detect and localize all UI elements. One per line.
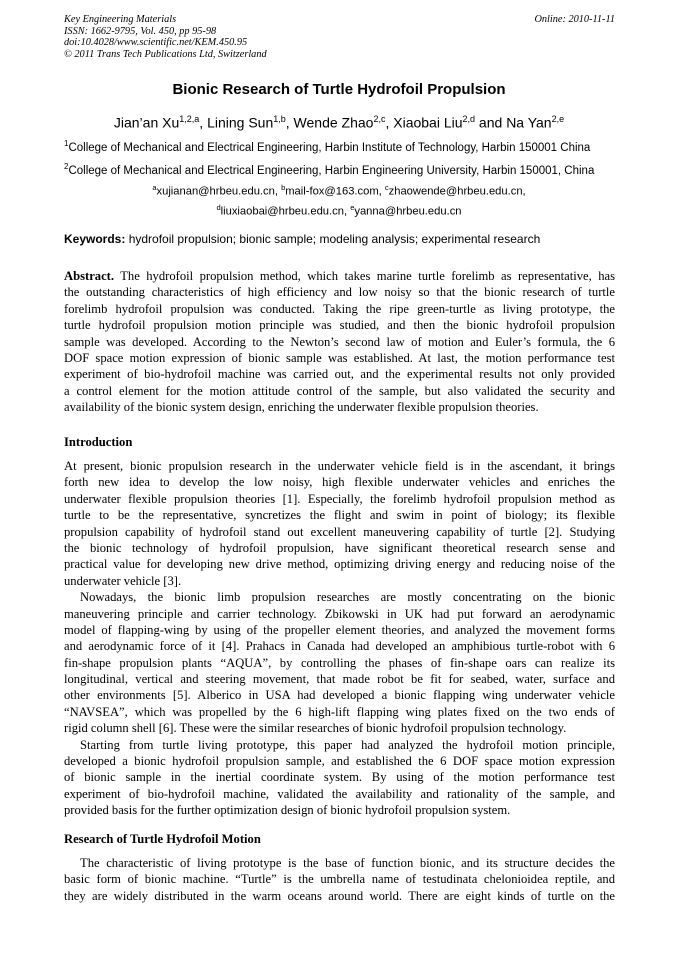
email-link-c[interactable]: zhaowende@hrbeu.edu.cn	[388, 185, 523, 198]
body-line: Starting from turtle living prototype, this paper had analyzed the hydrofoil motion principle,	[80, 737, 615, 752]
abstract-line: Abstract. The hydrofoil propulsion method, which takes marine turtle forelimb as representative, has	[64, 269, 615, 283]
abstract-line: sample was developed. According to the Newton’s second law of motion and Euler’s formula, the 6	[64, 334, 615, 349]
keywords-line	[64, 232, 624, 246]
email-line-1: $^a$xujianan@hrbeu.edu.cn, $^b$mail-fox@163.com, $^c$zhaowende@hrbeu.edu.cn,	[152, 183, 526, 198]
body-line: turtle to be the representative, syncretizes the flight and swim in point of biology; its flexible	[64, 508, 615, 523]
journal-header	[64, 14, 615, 60]
author-name: Lining Sun	[207, 114, 274, 131]
paper-title: Bionic Research of Turtle Hydrofoil Propulsion	[172, 81, 506, 98]
abstract-line: the outstanding characteristics of high efficiency and low noisy so that the bionic research of turtle	[64, 285, 615, 300]
body-line: maneuvering principle and carrier technology. Zbikowski in UK had put forward an aerodynamic	[64, 606, 615, 621]
body-line: basic form of bionic machine. “Turtle” is the umbrella name of testudinata chelonioidea reptile, and	[64, 872, 615, 887]
body-line: The characteristic of living prototype is the base of function bionic, and its structure decides the	[80, 856, 615, 870]
email-link-b[interactable]: mail-fox@163.com	[285, 185, 379, 198]
keywords-label: Keywords:	[64, 232, 126, 246]
affiliation-2	[64, 162, 624, 177]
body-line: developed a bionic hydrofoil propulsion sample, and established the 6 DOF space motion expression	[64, 754, 615, 769]
body-line: other environments [5]. Alberico in USA had developed a bionic flapping wing underwater vehicle	[64, 688, 615, 703]
body-line: and aerodynamic force of it [4]. Prahacs in Canada had developed an amphibious turtle-robot with 6	[64, 639, 615, 654]
email-block	[0, 180, 678, 219]
online-date: Online: 2010-11-11	[534, 14, 615, 25]
introduction-heading: Introduction	[64, 435, 133, 449]
affiliation-marker: 1	[64, 139, 69, 148]
affiliation-text: College of Mechanical and Electrical Engineering, Harbin Engineering University, Harbin 150001, China	[68, 164, 595, 177]
abstract-line: forelimb hydrofoil propulsion was conducted. Taking the ripe green-turtle as living prototype, the	[64, 301, 615, 316]
author-separator: ,	[285, 114, 294, 131]
affiliation-marker: 2	[64, 162, 69, 171]
abstract-line: a control element for the motion attitude control of the sample, but also validated the security and	[64, 383, 615, 398]
email-line-2: $^d$liuxiaobai@hrbeu.edu.cn, $^e$yanna@hrbeu.edu.cn	[216, 202, 462, 218]
email-link-d[interactable]: liuxiaobai@hrbeu.edu.cn	[220, 205, 344, 218]
body-line: At present, bionic propulsion research in the underwater vehicle field is in the ascendant, it brings	[64, 459, 615, 473]
research-paragraph	[64, 855, 615, 904]
abstract-line: availability of the bionic system design, enriching the underwater flexible propulsion theories.	[64, 400, 539, 415]
author-affiliation-marker: 1,2,a	[179, 114, 200, 124]
issn-line: ISSN: 1662-9795, Vol. 450, pp 95-98	[64, 25, 217, 37]
body-line: of bionic sample in the inertial coordinate system. By using of the motion performance test	[64, 770, 615, 785]
author-name: Wende Zhao	[293, 114, 374, 131]
keywords-text: hydrofoil propulsion; bionic sample; modeling analysis; experimental research	[128, 232, 541, 246]
body-line: underwater vehicle [3].	[64, 573, 182, 588]
author-name: Na Yan	[506, 114, 552, 131]
body-line: experiment of bio-hydrofoil machine, validated the availability and rationality of the sample, and	[64, 786, 615, 801]
body-line: longitudinal, vertical and steering movement, that made robot be fit for seabed, water, surface and	[64, 672, 615, 687]
body-line: Nowadays, the bionic limb propulsion researches are mostly concentrating on the bionic	[80, 590, 615, 605]
body-line: they are widely distributed in the warm oceans around world. There are eight kinds of turtle on the	[64, 888, 615, 903]
author-name: Jian’an Xu	[113, 114, 180, 131]
abstract-label: Abstract.	[64, 269, 115, 283]
copyright-line: © 2011 Trans Tech Publications Ltd, Switzerland	[64, 48, 267, 60]
author-affiliation-marker: 2,c	[373, 114, 386, 124]
author-separator: ,	[199, 114, 208, 131]
doi-line: doi:10.4028/www.scientific.net/KEM.450.95	[64, 37, 248, 49]
body-line: provided basis for the further optimization design of bionic hydrofoil propulsion system.	[64, 803, 511, 818]
research-heading: Research of Turtle Hydrofoil Motion	[64, 832, 261, 846]
abstract-line: DOF space motion expression of bionic sample was established. At last, the motion performance test	[64, 350, 615, 365]
journal-name: Key Engineering Materials	[64, 14, 177, 25]
abstract-line: experiment of bio-hydrofoil machine was carried out, and the experimental results not only provided	[64, 367, 615, 382]
body-line: the bionic technology of hydrofoil propulsion, have significant theoretical research sense and	[64, 540, 615, 555]
affiliation-text: College of Mechanical and Electrical Engineering, Harbin Institute of Technology, Harbin 150001 China	[68, 141, 591, 154]
email-link-a[interactable]: xujianan@hrbeu.edu.cn	[156, 185, 275, 198]
email-link-e[interactable]: yanna@hrbeu.edu.cn	[354, 205, 462, 218]
body-line: propulsion capability of hydrofoil stand out excellent maneuvering capability of turtle [2]. Studying	[64, 524, 615, 539]
abstract-paragraph	[64, 268, 615, 416]
author-affiliation-marker: 2,d	[462, 114, 476, 124]
author-and: and	[475, 114, 507, 131]
author-list	[0, 114, 678, 131]
body-line: practical value for developing new drive method, optimizing driving energy and reducing noise of the	[64, 557, 615, 572]
body-line: model of flapping-wing by using of the propeller element theories, and analyzed the movement forms	[64, 622, 615, 637]
introduction-paragraph-1	[64, 458, 615, 819]
body-line: fin-shape propulsion plants “AQUA”, by controlling the phases of fin-shape oars can realize its	[64, 655, 615, 670]
body-line: rigid column shell [6]. These were the similar researches of bionic hydrofoil propulsion technology.	[64, 721, 567, 736]
abstract-line: turtle hydrofoil propulsion motion principle was studied, and then the bionic hydrofoil propulsion	[64, 318, 615, 333]
body-line: forth new idea to develop the low noisy, high flexible underwater vehicles and enriches the	[64, 475, 615, 490]
author-affiliation-marker: 1,b	[273, 114, 286, 124]
body-line: underwater flexible propulsion theories [1]. Especially, the forelimb hydrofoil propulsion method as	[64, 491, 615, 506]
affiliation-1	[64, 139, 624, 154]
author-name: Xiaobai Liu	[393, 114, 463, 131]
author-separator: ,	[385, 114, 394, 131]
author-affiliation-marker: 2,e	[551, 114, 565, 124]
body-line: “NAVSEA”, which was propelled by the 6 high-lift flapping wing plates fixed on the two ends of	[64, 704, 615, 719]
